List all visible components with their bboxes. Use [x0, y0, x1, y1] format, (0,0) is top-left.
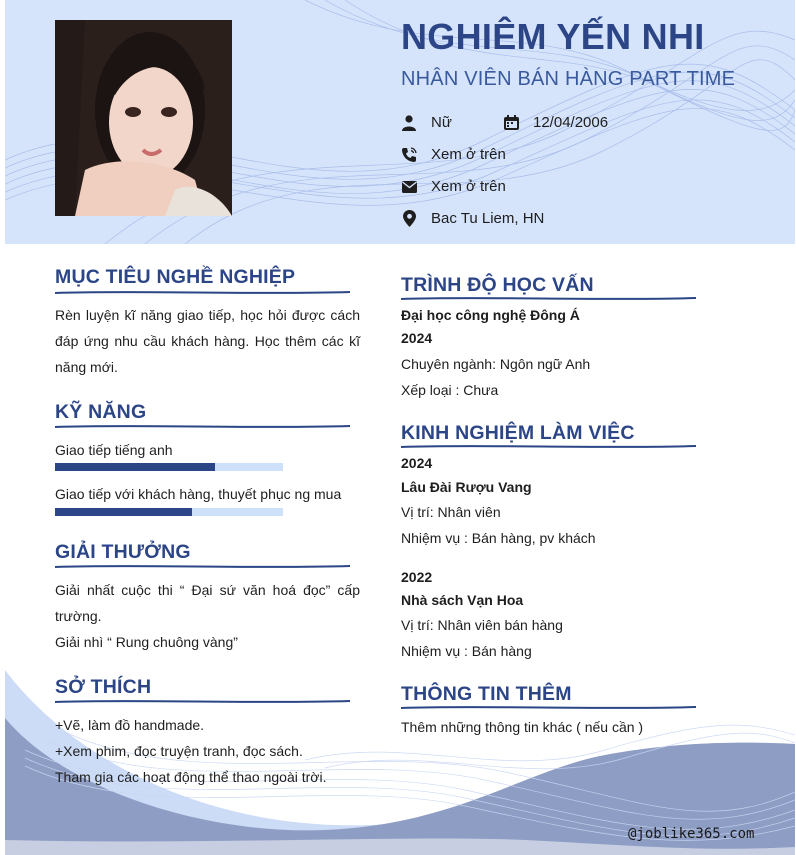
email-value: Xem ở trên: [431, 178, 506, 195]
portrait-image: [55, 20, 232, 216]
user-icon: [401, 115, 417, 131]
candidate-name: NGHIÊM YẾN NHI: [401, 16, 705, 57]
hobby-item-1: +Vẽ, làm đồ handmade.: [55, 717, 205, 733]
job-2-position: Vị trí: Nhân viên bán hàng: [401, 617, 563, 633]
job-2-year: 2022: [401, 569, 433, 585]
header-section: [5, 0, 795, 244]
job-1-year: 2024: [401, 455, 433, 471]
phone-icon: [401, 147, 417, 163]
cv-page: [5, 0, 795, 855]
objective-text: Rèn luyện kĩ năng giao tiếp, học hỏi được cách đáp ứng nhu cầu khách hàng. Học thêm các kĩ năng mới.: [55, 307, 360, 375]
job-2-company: Nhà sách Vạn Hoa: [401, 592, 524, 608]
phone-row: [401, 146, 506, 163]
address-row: [401, 210, 544, 227]
education-rank: Xếp loại : Chưa: [401, 382, 499, 398]
extra-text: Thêm những thông tin khác ( nếu cần ): [401, 719, 644, 735]
award-item-1: Giải nhất cuộc thi “ Đại sứ văn hoá đọc” cấp trường.: [55, 582, 360, 624]
watermark: @joblike365.com: [628, 826, 755, 842]
job-2-duty: Nhiệm vụ : Bán hàng: [401, 643, 532, 659]
education-major: Chuyên ngành: Ngôn ngữ Anh: [401, 356, 591, 372]
hobby-item-2: +Xem phim, đọc truyện tranh, đọc sách.: [55, 743, 303, 759]
skills-heading: KỸ NĂNG: [55, 401, 147, 423]
extra-underline: [401, 705, 696, 711]
envelope-icon: [401, 179, 417, 195]
skills-underline: [55, 424, 350, 430]
education-year: 2024: [401, 330, 433, 346]
email-row: [401, 178, 506, 195]
job-1-company: Lâu Đài Rượu Vang: [401, 479, 532, 495]
award-item-2: Giải nhì “ Rung chuông vàng”: [55, 634, 238, 650]
hobby-item-3: Tham gia các hoạt động thể thao ngoài trời.: [55, 769, 327, 785]
education-underline: [401, 296, 696, 302]
address-value: Bac Tu Liem, HN: [431, 210, 545, 227]
profile-photo: [55, 20, 232, 216]
objective-underline: [55, 290, 350, 296]
hobbies-heading: SỞ THÍCH: [55, 676, 152, 698]
extra-heading: THÔNG TIN THÊM: [401, 683, 572, 705]
experience-heading: KINH NGHIỆM LÀM VIỆC: [401, 422, 635, 444]
job-1-duty: Nhiệm vụ : Bán hàng, pv khách: [401, 530, 596, 546]
birthdate-row: [503, 114, 608, 131]
objective-heading: MỤC TIÊU NGHỀ NGHIỆP: [55, 266, 296, 288]
hobbies-underline: [55, 699, 350, 705]
skill-label-2: Giao tiếp với khách hàng, thuyết phục ng mua: [55, 486, 342, 502]
skill-bar-2: [55, 508, 283, 516]
experience-underline: [401, 444, 696, 450]
awards-underline: [55, 564, 350, 570]
skill-bar-fill-1: [55, 463, 215, 471]
birthdate-value: 12/04/2006: [533, 114, 609, 131]
phone-value: Xem ở trên: [431, 146, 506, 163]
education-school: Đại học công nghệ Đông Á: [401, 307, 580, 323]
gender-row: [401, 114, 452, 131]
skill-bar-1: [55, 463, 283, 471]
education-heading: TRÌNH ĐỘ HỌC VẤN: [401, 274, 594, 296]
job-title: NHÂN VIÊN BÁN HÀNG PART TIME: [401, 68, 736, 90]
skill-label-1: Giao tiếp tiếng anh: [55, 442, 173, 458]
skill-bar-fill-2: [55, 508, 192, 516]
job-1-position: Vị trí: Nhân viên: [401, 504, 501, 520]
gender-value: Nữ: [431, 114, 452, 131]
calendar-icon: [503, 115, 519, 131]
awards-heading: GIẢI THƯỞNG: [55, 541, 191, 563]
map-pin-icon: [401, 211, 417, 227]
